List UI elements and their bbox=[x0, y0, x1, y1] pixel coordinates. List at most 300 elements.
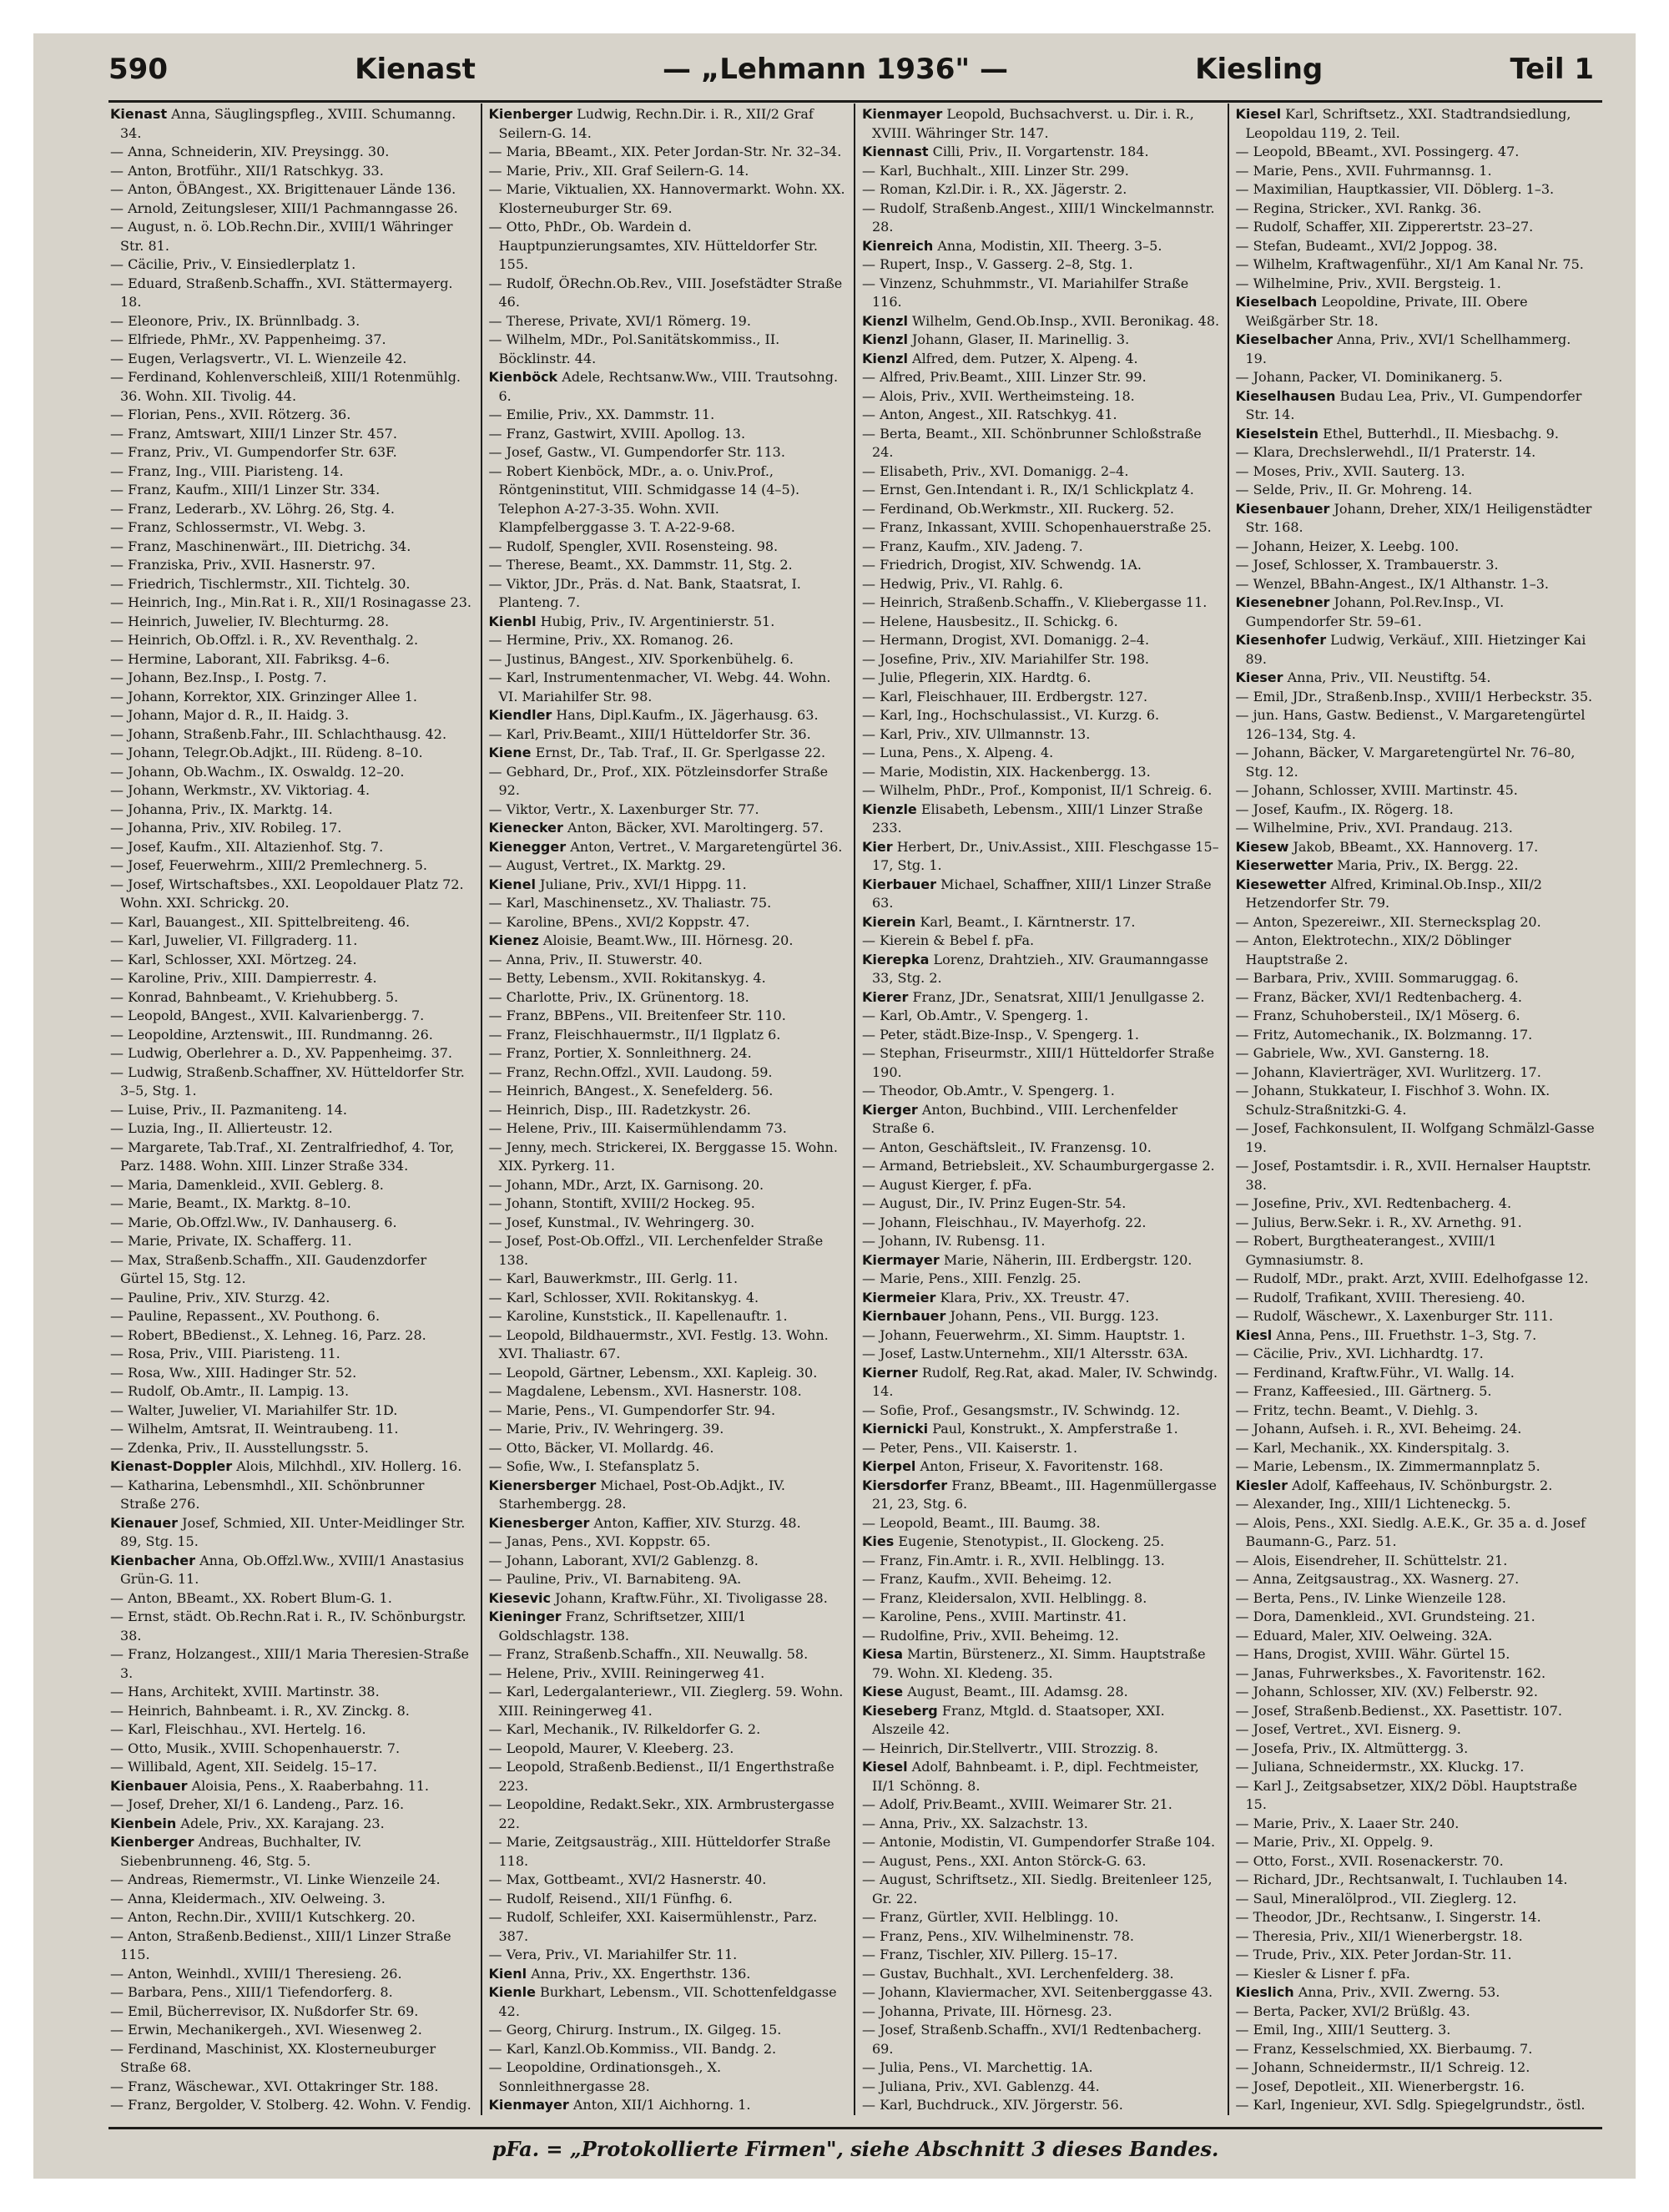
directory-entry bbox=[862, 1533, 1221, 1552]
directory-entry bbox=[862, 255, 1221, 275]
directory-entry bbox=[489, 180, 848, 218]
entry-text: — Rudolf, Spengler, XVII. Rosensteing. 98. bbox=[488, 538, 779, 554]
directory-entry bbox=[110, 613, 474, 632]
directory-entry bbox=[110, 406, 474, 425]
entry-text: — Franz, Holzangest., XIII/1 Maria Theresien-Straße 3. bbox=[110, 1646, 469, 1681]
entry-text: Anna, Säuglingspfleg., XVIII. Schumanng. 34. bbox=[120, 106, 456, 141]
directory-entry bbox=[110, 706, 474, 725]
entry-text: — Hedwig, Priv., VI. Rahlg. 6. bbox=[862, 575, 1064, 592]
directory-entry bbox=[110, 2021, 474, 2040]
directory-entry bbox=[110, 838, 474, 857]
entry-text: — Karl, Ing., Hochschulassist., VI. Kurzg. 6. bbox=[862, 707, 1160, 723]
entry-text: Karl, Schriftsetz., XXI. Stadtrandsiedlung, Leopoldau 119, 2. Teil. bbox=[1245, 106, 1571, 141]
entry-text: — Leopoldine, Redakt.Sekr., XIX. Armbrustergasse 22. bbox=[488, 1796, 834, 1831]
directory-entry bbox=[489, 1194, 848, 1214]
entry-text: — Wilhelmine, Priv., XVI. Prandaug. 213. bbox=[1235, 820, 1513, 836]
directory-entry bbox=[110, 856, 474, 876]
entry-surname: Kienel bbox=[488, 876, 536, 892]
directory-entry bbox=[1236, 631, 1596, 669]
entry-text: Ernst, Dr., Tab. Traf., II. Gr. Sperlgasse 22. bbox=[531, 745, 826, 760]
directory-entry bbox=[862, 1589, 1221, 1608]
directory-entry bbox=[1236, 275, 1596, 294]
directory-entry bbox=[1236, 688, 1596, 707]
entry-text: — Barbara, Priv., XVIII. Sommaruggag. 6. bbox=[1235, 970, 1519, 986]
directory-entry bbox=[489, 1457, 848, 1477]
directory-entry bbox=[489, 218, 848, 275]
entry-text: — Franz, Kaufm., XIV. Jadeng. 7. bbox=[862, 538, 1083, 554]
entry-text: — Theodor, JDr., Rechtsanw., I. Singerstr. 14. bbox=[1235, 1909, 1541, 1925]
directory-entry bbox=[862, 425, 1221, 462]
entry-text: — Marie, Priv., X. Laaer Str. 240. bbox=[1235, 1815, 1460, 1831]
directory-entry bbox=[862, 725, 1221, 745]
directory-entry bbox=[489, 1289, 848, 1308]
directory-entry bbox=[110, 1289, 474, 1308]
entry-text: — Franz, Fleischhauermstr., II/1 Ilgplatz 6. bbox=[488, 1026, 781, 1043]
directory-entry bbox=[110, 143, 474, 162]
entry-text: Johann, Glaser, II. Marinellig. 3. bbox=[907, 331, 1130, 347]
entry-text: — Franziska, Priv., XVII. Hasnerstr. 97. bbox=[110, 557, 376, 573]
entry-surname: Kienauer bbox=[110, 1514, 179, 1531]
directory-entry bbox=[1236, 1194, 1596, 1214]
entry-text: — Julie, Pflegerin, XIX. Hardtg. 6. bbox=[862, 669, 1092, 685]
entry-text: — Max, Straßenb.Schaffn., XII. Gaudenzdorfer Gürtel 15, Stg. 12. bbox=[110, 1251, 427, 1286]
entry-text: — Rudolf, MDr., prakt. Arzt, XVIII. Edelhofgasse 12. bbox=[1235, 1270, 1589, 1286]
directory-entry bbox=[110, 951, 474, 970]
entry-text: — Roman, Kzl.Dir. i. R., XX. Jägerstr. 2. bbox=[862, 181, 1127, 197]
directory-entry bbox=[110, 1457, 474, 1477]
directory-entry bbox=[1236, 575, 1596, 594]
entry-surname: Kienbacher bbox=[110, 1552, 195, 1568]
directory-entry bbox=[110, 162, 474, 181]
entry-text: — Josef, Post-Ob.Offzl., VII. Lerchenfelder Straße 138. bbox=[488, 1233, 824, 1268]
directory-entry bbox=[110, 1983, 474, 2002]
directory-entry bbox=[110, 1815, 474, 1834]
directory-entry bbox=[110, 1382, 474, 1401]
directory-entry bbox=[862, 744, 1221, 763]
entry-text: — Heinrich, Bahnbeamt. i. R., XV. Zinckg. 8. bbox=[110, 1702, 410, 1719]
directory-entry bbox=[489, 1740, 848, 1759]
entry-text: — August, Dir., IV. Prinz Eugen-Str. 54. bbox=[862, 1195, 1127, 1211]
entry-text: Ludwig, Rechn.Dir. i. R., XII/2 Graf Seilern-G. 14. bbox=[498, 106, 814, 141]
directory-entry bbox=[1236, 1890, 1596, 1909]
directory-entry bbox=[110, 1720, 474, 1740]
directory-entry bbox=[1236, 1007, 1596, 1026]
directory-entry bbox=[1236, 1270, 1596, 1289]
directory-entry bbox=[489, 1645, 848, 1664]
directory-entry bbox=[1236, 2002, 1596, 2022]
directory-entry bbox=[110, 199, 474, 219]
entry-text: Lorenz, Drahtzieh., XIV. Graumanngasse 33, Stg. 2. bbox=[872, 951, 1208, 986]
directory-entry bbox=[489, 2021, 848, 2040]
directory-entry bbox=[489, 443, 848, 462]
directory-entry bbox=[489, 312, 848, 331]
directory-entry bbox=[110, 1401, 474, 1421]
directory-entry bbox=[1236, 556, 1596, 575]
entry-text: — Fritz, Automechanik., IX. Bolzmanng. 17. bbox=[1235, 1026, 1533, 1043]
entry-text: — Josef, Kunstmal., IV. Wehringerg. 30. bbox=[488, 1214, 755, 1230]
directory-entry bbox=[862, 1815, 1221, 1834]
entry-text: — Emilie, Priv., XX. Dammstr. 11. bbox=[488, 407, 715, 422]
directory-entry bbox=[1236, 781, 1596, 800]
entry-surname: Kierner bbox=[862, 1364, 918, 1381]
entry-text: — Johann, Ob.Wachm., IX. Oswaldg. 12–20. bbox=[110, 763, 405, 780]
directory-entry bbox=[862, 932, 1221, 951]
entry-text: — Ludwig, Straßenb.Schaffner, XV. Hütteldorfer Str. 3–5, Stg. 1. bbox=[110, 1063, 465, 1098]
directory-entry bbox=[489, 406, 848, 425]
directory-entry bbox=[862, 988, 1221, 1008]
entry-text: — Stephan, Friseurmstr., XIII/1 Hütteldorfer Straße 190. bbox=[862, 1045, 1215, 1080]
directory-entry bbox=[862, 518, 1221, 538]
entry-text: — Ernst, Gen.Intendant i. R., IX/1 Schlickplatz 4. bbox=[862, 482, 1194, 497]
entry-text: Leopold, Buchsachverst. u. Dir. i. R., XVIII. Währinger Str. 147. bbox=[872, 106, 1194, 141]
directory-entry bbox=[862, 1965, 1221, 1984]
entry-text: — Eduard, Maler, XIV. Oelweing. 32A. bbox=[1235, 1627, 1493, 1644]
entry-surname: Kienbauer bbox=[110, 1777, 188, 1794]
directory-entry bbox=[1236, 1645, 1596, 1664]
entry-text: — Johann, Schlosser, XIV. (XV.) Felberstr. 92. bbox=[1235, 1684, 1538, 1699]
entry-text: Alfred, Kriminal.Ob.Insp., XII/2 Hetzendorfer Str. 79. bbox=[1245, 876, 1542, 911]
directory-entry bbox=[1236, 1345, 1596, 1364]
entry-text: — Heinrich, BAngest., X. Senefelderg. 56. bbox=[488, 1083, 774, 1098]
directory-entry bbox=[110, 969, 474, 988]
directory-entry bbox=[862, 1214, 1221, 1233]
entry-surname: Kienberger bbox=[110, 1834, 194, 1850]
entry-text: — Marie, Pens., XVII. Fuhrmannsg. 1. bbox=[1235, 162, 1492, 179]
entry-surname: Kiesl bbox=[1235, 1326, 1273, 1343]
entry-surname: Kienast bbox=[110, 106, 168, 122]
directory-entry bbox=[862, 1758, 1221, 1795]
directory-entry bbox=[862, 631, 1221, 650]
entry-text: — Franz, Kaufm., XVII. Beheimg. 12. bbox=[862, 1571, 1112, 1587]
entry-text: — Josef, Dreher, XI/1 6. Landeng., Parz. 16. bbox=[110, 1796, 405, 1812]
directory-entry bbox=[489, 744, 848, 763]
entry-text: — Josef, Feuerwehrm., XIII/2 Premlechnerg. 5. bbox=[110, 857, 428, 873]
entry-text: — Margarete, Tab.Traf., XI. Zentralfriedhof, 4. Tor, Parz. 1488. Wohn. XIII. Linzer Straße 334. bbox=[110, 1139, 455, 1174]
entry-text: — Marie, Pens., VI. Gumpendorfer Str. 94. bbox=[488, 1401, 776, 1418]
entry-text: — Franz, Maschinenwärt., III. Dietrichg. 34. bbox=[110, 538, 411, 554]
directory-entry bbox=[489, 1552, 848, 1571]
directory-entry bbox=[489, 913, 848, 932]
entry-text: — Janas, Pens., XVI. Koppstr. 65. bbox=[488, 1533, 711, 1549]
entry-surname: Kiesewetter bbox=[1235, 876, 1327, 892]
directory-entry bbox=[862, 1552, 1221, 1571]
entry-text: — Karoline, Pens., XVIII. Martinstr. 41. bbox=[862, 1608, 1127, 1624]
entry-text: — Leopold, Maurer, V. Kleeberg. 23. bbox=[488, 1740, 734, 1756]
entry-surname: Kiesel bbox=[1235, 106, 1282, 122]
entry-text: — Magdalene, Lebensm., XVI. Hasnerstr. 108. bbox=[488, 1383, 802, 1399]
entry-text: — Alois, Pens., XXI. Siedlg. A.E.K., Gr. 35 a. d. Josef Baumann-G., Parz. 51. bbox=[1235, 1514, 1586, 1549]
entry-text: — Johann, Fleischhau., IV. Mayerhofg. 22. bbox=[862, 1214, 1147, 1230]
entry-text: — Robert Kienböck, MDr., a. o. Univ.Prof., Röntgeninstitut, VIII. Schmidgasse 14 (4–5). Telephon A-27-3-35. Wohn. XVII. Klampfelberggasse 3. T. A-22-9-68. bbox=[488, 462, 800, 535]
directory-entry bbox=[110, 1420, 474, 1439]
directory-entry bbox=[1236, 1063, 1596, 1083]
entry-text: — Konrad, Bahnbeamt., V. Kriehubberg. 5. bbox=[110, 988, 399, 1005]
entry-text: — Friedrich, Drogist, XIV. Schwendg. 1A. bbox=[862, 557, 1142, 573]
entry-text: — August Kierger, f. pFa. bbox=[862, 1176, 1032, 1193]
directory-entry bbox=[862, 2096, 1221, 2115]
entry-text: — Karl, Fleischhau., XVI. Hertelg. 16. bbox=[110, 1721, 366, 1737]
entry-text: Anna, Pens., III. Fruethstr. 1–3, Stg. 7. bbox=[1272, 1326, 1537, 1343]
entry-surname: Kienzle bbox=[862, 800, 917, 817]
directory-entry bbox=[1236, 1439, 1596, 1458]
entry-text: — Johann, IV. Rubensg. 11. bbox=[862, 1233, 1046, 1249]
entry-text: Adolf, Kaffeehaus, IV. Schönburgstr. 2. bbox=[1287, 1477, 1553, 1493]
directory-entry bbox=[1236, 1119, 1596, 1157]
entry-text: Johann, Dreher, XIX/1 Heiligenstädter Str. 168. bbox=[1245, 500, 1592, 535]
entry-text: — Saul, Mineralölprod., VII. Zieglerg. 12. bbox=[1235, 1890, 1517, 1906]
entry-surname: Kienbl bbox=[488, 613, 537, 629]
entry-surname: Kiesew bbox=[1235, 838, 1289, 855]
entry-text: — Rupert, Insp., V. Gasserg. 2–8, Stg. 1. bbox=[862, 256, 1133, 272]
directory-entry bbox=[489, 1382, 848, 1401]
entry-text: — Karl, Schlosser, XVII. Rokitanskyg. 4. bbox=[488, 1289, 759, 1305]
entry-text: Anton, Kaffier, XIV. Sturzg. 48. bbox=[589, 1514, 801, 1531]
entry-surname: Kienez bbox=[488, 932, 539, 948]
entry-surname: Kiesenbauer bbox=[1235, 500, 1330, 517]
directory-entry bbox=[489, 763, 848, 800]
directory-entry bbox=[862, 781, 1221, 800]
directory-entry bbox=[110, 913, 474, 932]
entry-text: Juliane, Priv., XVI/1 Hippg. 11. bbox=[535, 876, 747, 892]
directory-entry bbox=[1236, 593, 1596, 631]
directory-entry bbox=[1236, 1307, 1596, 1326]
entry-text: — Josef, Fachkonsulent, II. Wolfgang Schmälzl-Gasse 19. bbox=[1235, 1120, 1595, 1155]
directory-entry bbox=[110, 1740, 474, 1759]
entry-text: — Eduard, Straßenb.Schaffn., XVI. Stättermayerg. 18. bbox=[110, 275, 453, 310]
entry-surname: Kieselstein bbox=[1235, 425, 1319, 442]
directory-entry bbox=[110, 1439, 474, 1458]
entry-text: — Rudolfine, Priv., XVII. Beheimg. 12. bbox=[862, 1627, 1119, 1644]
entry-text: — Hans, Architekt, XVIII. Martinstr. 38. bbox=[110, 1684, 380, 1699]
directory-entry bbox=[862, 1420, 1221, 1439]
directory-page bbox=[33, 33, 1636, 2179]
directory-entry bbox=[489, 1214, 848, 1233]
entry-text: — Maria, BBeamt., XIX. Peter Jordan-Str. Nr. 32–34. bbox=[488, 144, 842, 159]
entry-text: — Ferdinand, Kraftw.Führ., VI. Wallg. 14. bbox=[1235, 1364, 1515, 1381]
directory-entry bbox=[110, 331, 474, 350]
entry-text: Johann, Pol.Rev.Insp., VI. Gumpendorfer Str. 59–61. bbox=[1245, 594, 1505, 629]
directory-entry bbox=[489, 1044, 848, 1063]
entry-surname: Kieslich bbox=[1235, 1984, 1294, 2000]
entry-surname: Kienecker bbox=[488, 820, 563, 836]
entry-text: — Karl, Bauwerkmstr., III. Gerlg. 11. bbox=[488, 1270, 739, 1286]
entry-text: — Juliana, Priv., XVI. Gablenzg. 44. bbox=[862, 2078, 1100, 2094]
directory-entry bbox=[110, 180, 474, 199]
entry-text: — Otto, PhDr., Ob. Wardein d. Hauptpunzierungsamtes, XIV. Hütteldorfer Str. 155. bbox=[488, 219, 818, 272]
entry-text: — Franz, Ing., VIII. Piaristeng. 14. bbox=[110, 462, 344, 479]
directory-entry bbox=[489, 1608, 848, 1645]
directory-entry bbox=[489, 669, 848, 706]
directory-entry bbox=[489, 105, 848, 143]
directory-entry bbox=[110, 819, 474, 838]
entry-text: — Marie, Lebensm., IX. Zimmermannplatz 5. bbox=[1235, 1458, 1540, 1474]
directory-entry bbox=[110, 725, 474, 745]
entry-text: — Josef, Kaufm., XII. Altazienhof. Stg. 7. bbox=[110, 838, 384, 855]
entry-text: — Alfred, Priv.Beamt., XIII. Linzer Str. 99. bbox=[862, 369, 1147, 385]
directory-entry bbox=[862, 143, 1221, 162]
directory-entry bbox=[489, 1401, 848, 1421]
entry-text: — Johanna, Priv., XIV. Robileg. 17. bbox=[110, 820, 342, 836]
entry-text: — Elisabeth, Priv., XVI. Domanigg. 2–4. bbox=[862, 462, 1129, 479]
entry-text: — Gustav, Buchhalt., XVI. Lerchenfelderg. 38. bbox=[862, 1965, 1174, 1982]
entry-text: — Franz, Kaffeesied., III. Gärtnerg. 5. bbox=[1235, 1383, 1492, 1399]
entry-text: — Johann, Stontift, XVIII/2 Hockeg. 95. bbox=[488, 1195, 755, 1211]
directory-entry bbox=[862, 1833, 1221, 1852]
entry-text: — Karl, Mechanik., IV. Rilkeldorfer G. 2. bbox=[488, 1721, 761, 1737]
entry-surname: Kieselbach bbox=[1235, 294, 1318, 310]
entry-text: — Josef, Kaufm., IX. Rögerg. 18. bbox=[1235, 800, 1454, 817]
directory-entry bbox=[862, 237, 1221, 256]
entry-text: Adolf, Bahnbeamt. i. P., dipl. Fechtmeister, II/1 Schönng. 8. bbox=[872, 1759, 1199, 1794]
entry-text: — Heinrich, Disp., III. Radetzkystr. 26. bbox=[488, 1101, 751, 1118]
entry-text: Marie, Näherin, III. Erdbergstr. 120. bbox=[939, 1251, 1193, 1268]
directory-entry bbox=[1236, 819, 1596, 838]
directory-entry bbox=[110, 1927, 474, 1965]
entry-text: — Willibald, Agent, XII. Seidelg. 15–17. bbox=[110, 1759, 377, 1775]
entry-text: — Johann, Straßenb.Fahr., III. Schlachthausg. 42. bbox=[110, 725, 447, 742]
directory-entry bbox=[110, 1345, 474, 1364]
directory-entry bbox=[110, 1194, 474, 1214]
entry-text: — Vinzenz, Schuhmmstr., VI. Mariahilfer Straße 116. bbox=[862, 275, 1189, 310]
directory-entry bbox=[862, 763, 1221, 782]
entry-surname: Kierpel bbox=[862, 1458, 916, 1474]
entry-text: Aloisie, Beamt.Ww., III. Hörnesg. 20. bbox=[538, 932, 794, 948]
entry-text: Burkhart, Lebensm., VII. Schottenfeldgasse 42. bbox=[498, 1984, 837, 2019]
directory-entry bbox=[110, 1307, 474, 1326]
directory-entry bbox=[862, 1683, 1221, 1702]
directory-entry bbox=[1236, 744, 1596, 781]
entry-surname: Kieserwetter bbox=[1235, 857, 1334, 873]
directory-entry bbox=[1236, 1157, 1596, 1194]
directory-entry bbox=[1236, 988, 1596, 1008]
entry-surname: Kiermeier bbox=[862, 1289, 936, 1305]
entry-text: — Rudolf, Trafikant, XVIII. Theresieng. 40. bbox=[1235, 1289, 1525, 1305]
entry-text: — August, n. ö. LOb.Rechn.Dir., XVIII/1 Währinger Str. 81. bbox=[110, 219, 453, 254]
entry-text: — Karl, Priv.Beamt., XIII/1 Hütteldorfer Str. 36. bbox=[488, 725, 811, 742]
entry-text: — Gebhard, Dr., Prof., XIX. Pötzleinsdorfer Straße 92. bbox=[488, 763, 829, 798]
entry-text: — Josef, Straßenb.Schaffn., XVI/1 Redtenbacherg. 69. bbox=[862, 2022, 1202, 2057]
entry-text: — Josef, Schlosser, X. Trambauerstr. 3. bbox=[1235, 557, 1499, 573]
entry-text: — Luna, Pens., X. Alpeng. 4. bbox=[862, 745, 1054, 760]
entry-text: — Anna, Schneiderin, XIV. Preysingg. 30. bbox=[110, 144, 390, 159]
directory-entry bbox=[489, 876, 848, 895]
entry-text: — Karl, Kanzl.Ob.Kommiss., VII. Bandg. 2. bbox=[488, 2040, 777, 2057]
entry-text: — Karl, Ledergalanteriewr., VII. Zieglerg. 59. Wohn. XIII. Reiningerweg 41. bbox=[488, 1684, 844, 1719]
entry-text: — Marie, Modistin, XIX. Hackenbergg. 13. bbox=[862, 763, 1151, 780]
entry-text: — Karl, Schlosser, XXI. Mörtzeg. 24. bbox=[110, 951, 357, 967]
entry-text: — Johann, Feuerwehrm., XI. Simm. Hauptstr. 1. bbox=[862, 1326, 1186, 1343]
directory-entry bbox=[1236, 1983, 1596, 2002]
directory-entry bbox=[110, 1608, 474, 1645]
directory-entry bbox=[489, 1176, 848, 1195]
entry-text: — Johann, Schlosser, XVIII. Martinstr. 45. bbox=[1235, 782, 1518, 798]
entry-text: Anton, Buchbind., VIII. Lerchenfelder Straße 6. bbox=[872, 1101, 1178, 1136]
directory-entry bbox=[1236, 218, 1596, 237]
entry-text: Anna, Priv., XVII. Zwerng. 53. bbox=[1293, 1984, 1500, 2000]
entry-text: — Alexander, Ing., XIII/1 Lichteneckg. 5. bbox=[1235, 1496, 1511, 1512]
entry-text: — Gabriele, Ww., XVI. Gansterng. 18. bbox=[1235, 1045, 1490, 1061]
entry-text: — Regina, Stricker., XVI. Rankg. 36. bbox=[1235, 199, 1482, 216]
directory-entry bbox=[110, 1890, 474, 1909]
directory-entry bbox=[489, 932, 848, 951]
directory-entry bbox=[1236, 1871, 1596, 1890]
directory-entry bbox=[862, 1326, 1221, 1346]
entry-text: — Hans, Drogist, XVIII. Währ. Gürtel 15. bbox=[1235, 1646, 1510, 1662]
directory-entry bbox=[1236, 1720, 1596, 1740]
directory-entry bbox=[110, 650, 474, 669]
entry-text: — Dora, Damenkleid., XVI. Grundsteing. 21. bbox=[1235, 1608, 1535, 1624]
directory-entry bbox=[1236, 368, 1596, 387]
entry-surname: Kies bbox=[862, 1533, 895, 1549]
directory-entry bbox=[110, 932, 474, 951]
entry-surname: Kienzl bbox=[862, 331, 908, 347]
entry-text: — Johanna, Priv., IX. Marktg. 14. bbox=[110, 800, 333, 817]
entry-surname: Kienmayer bbox=[862, 106, 943, 122]
directory-entry bbox=[1236, 237, 1596, 256]
entry-text: — Juliana, Schneidermstr., XX. Kluckg. 17. bbox=[1235, 1759, 1525, 1775]
directory-entry bbox=[1236, 969, 1596, 988]
entry-text: Hubig, Priv., IV. Argentinierstr. 51. bbox=[536, 613, 775, 629]
entry-text: — Anton, Geschäftsleit., IV. Franzensg. 10. bbox=[862, 1139, 1152, 1155]
entry-text: — Peter, Pens., VII. Kaiserstr. 1. bbox=[862, 1439, 1078, 1456]
entry-text: — Therese, Beamt., XX. Dammstr. 11, Stg. 2. bbox=[488, 557, 793, 573]
directory-entry bbox=[862, 1176, 1221, 1195]
entry-text: — August, Pens., XXI. Anton Störck-G. 63. bbox=[862, 1852, 1147, 1869]
entry-text: — Heinrich, Ob.Offzl. i. R., XV. Reventhalg. 2. bbox=[110, 632, 419, 648]
directory-entry bbox=[1236, 387, 1596, 425]
entry-text: — jun. Hans, Gastw. Bedienst., V. Margaretengürtel 126–134, Stg. 4. bbox=[1235, 707, 1586, 742]
entry-text: — Pauline, Priv., VI. Barnabiteng. 9A. bbox=[488, 1571, 742, 1587]
directory-entry bbox=[862, 1401, 1221, 1421]
entry-text: — Leopoldine, Arztenswit., III. Rundmanng. 26. bbox=[110, 1026, 433, 1043]
directory-entry bbox=[862, 1908, 1221, 1927]
directory-entry bbox=[1236, 143, 1596, 162]
entry-surname: Kienast-Doppler bbox=[110, 1458, 233, 1474]
columns bbox=[108, 104, 1602, 2115]
directory-entry bbox=[489, 1570, 848, 1589]
directory-entry bbox=[110, 275, 474, 312]
entry-text: Franz, Mtgld. d. Staatsoper, XXI. Alszeile 42. bbox=[872, 1702, 1165, 1737]
entry-surname: Kieninger bbox=[488, 1608, 562, 1624]
entry-text: — Marie, Zeitgsausträg., XIII. Hütteldorfer Straße 118. bbox=[488, 1834, 831, 1869]
directory-entry bbox=[110, 1176, 474, 1195]
directory-entry bbox=[862, 1570, 1221, 1589]
directory-entry bbox=[1236, 1364, 1596, 1383]
directory-entry bbox=[489, 1664, 848, 1684]
entry-surname: Kierein bbox=[862, 913, 916, 930]
column-2 bbox=[482, 104, 856, 2115]
entry-text: Anna, Ob.Offzl.Ww., XVIII/1 Anastasius Grün-G. 11. bbox=[120, 1552, 465, 1587]
directory-entry bbox=[110, 350, 474, 369]
entry-text: — Leopold, Straßenb.Bedienst., II/1 Engerthstraße 223. bbox=[488, 1759, 834, 1794]
entry-text: — Rudolf, ÖRechn.Ob.Rev., VIII. Josefstädter Straße 46. bbox=[488, 275, 843, 310]
entry-text: Ludwig, Verkäuf., XIII. Hietzinger Kai 89. bbox=[1245, 632, 1586, 667]
entry-text: — Jenny, mech. Strickerei, IX. Berggasse 15. Wohn. XIX. Pyrkerg. 11. bbox=[488, 1139, 838, 1174]
entry-text: — Hermine, Priv., XX. Romanog. 26. bbox=[488, 632, 734, 648]
entry-text: — Emil, JDr., Straßenb.Insp., XVIII/1 Herbeckstr. 35. bbox=[1235, 688, 1593, 705]
entry-text: — Helene, Hausbesitz., II. Schickg. 6. bbox=[862, 613, 1118, 629]
entry-text: — Cäcilie, Priv., XVI. Lichhardtg. 17. bbox=[1235, 1346, 1484, 1361]
directory-entry bbox=[110, 1007, 474, 1026]
directory-entry bbox=[862, 2002, 1221, 2022]
entry-surname: Kiennast bbox=[862, 144, 929, 159]
directory-entry bbox=[489, 1326, 848, 1364]
entry-text: — Franz, Schuhobersteil., IX/1 Möserg. 6. bbox=[1235, 1008, 1520, 1023]
entry-text: — Johann, MDr., Arzt, IX. Garnisong. 20. bbox=[488, 1176, 764, 1193]
entry-surname: Kierer bbox=[862, 988, 909, 1005]
directory-entry bbox=[489, 1232, 848, 1270]
directory-entry bbox=[110, 1232, 474, 1251]
